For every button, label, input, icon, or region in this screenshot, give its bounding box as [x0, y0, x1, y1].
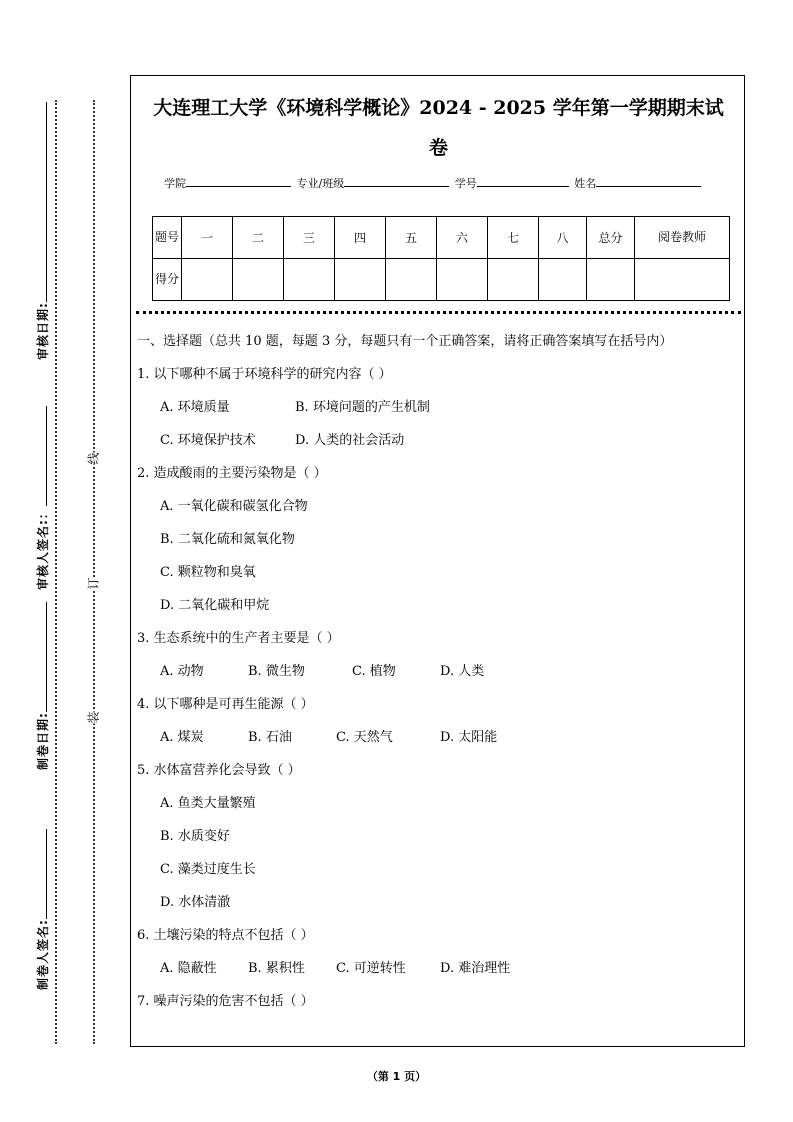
option: B. 二氧化硫和氮氧化物	[160, 532, 295, 547]
option-row	[137, 655, 737, 688]
binding-line-char: 线	[83, 452, 104, 464]
score-table-row-label: 得分	[153, 259, 182, 301]
option: B. 累积性	[248, 961, 305, 976]
name-label: 姓名	[574, 177, 597, 190]
major-label: 专业/班级	[296, 177, 345, 190]
student-info-row	[164, 174, 703, 191]
option: D. 二氧化碳和甲烷	[160, 598, 270, 613]
option: A. 煤炭	[160, 730, 204, 745]
question-stem: 3. 生态系统中的生产者主要是（ ）	[137, 631, 340, 646]
reviewer-sign-field: 审核人签名:：	[34, 406, 51, 590]
score-cell[interactable]	[539, 259, 587, 301]
dotted-divider	[136, 311, 741, 314]
option: C. 天然气	[336, 730, 393, 745]
option-row	[137, 952, 737, 985]
score-cell[interactable]	[488, 259, 539, 301]
score-col: 一	[182, 217, 233, 259]
student-id-label: 学号	[454, 177, 477, 190]
binding-bind-char: 订	[83, 577, 104, 589]
exam-paper-frame	[130, 75, 745, 1047]
score-col: 二	[233, 217, 284, 259]
major-input-line[interactable]	[344, 174, 449, 187]
score-cell[interactable]	[335, 259, 386, 301]
question-stem: 4. 以下哪种是可再生能源（ ）	[137, 697, 314, 712]
score-cell[interactable]	[182, 259, 233, 301]
option: D. 太阳能	[440, 730, 498, 745]
binding-dotted-line-outer	[55, 100, 57, 1044]
option: C. 环境保护技术	[160, 433, 256, 448]
reviewer-date-field: 审核日期:	[34, 102, 51, 360]
score-cell-total[interactable]	[587, 259, 635, 301]
option-row	[137, 391, 737, 424]
college-input-line[interactable]	[186, 174, 291, 187]
option: C. 可逆转性	[336, 961, 406, 976]
score-col-total: 总分	[587, 217, 635, 259]
option: B. 水质变好	[160, 829, 230, 844]
score-table-header-label: 题号	[153, 217, 182, 259]
option: C. 植物	[352, 664, 396, 679]
score-col: 七	[488, 217, 539, 259]
section-heading: 一、选择题（总共 10 题，每题 3 分，每题只有一个正确答案，请将正确答案填写在括号内）	[137, 334, 673, 349]
score-table	[152, 216, 730, 301]
name-input-line[interactable]	[596, 174, 701, 187]
score-cell-grader[interactable]	[635, 259, 730, 301]
binding-seal-char: 装	[83, 711, 104, 723]
student-id-input-line[interactable]	[477, 174, 569, 187]
option: B. 环境问题的产生机制	[295, 400, 430, 415]
option: C. 藻类过度生长	[160, 862, 256, 877]
score-cell[interactable]	[233, 259, 284, 301]
option: D. 人类	[440, 664, 485, 679]
question-stem: 2. 造成酸雨的主要污染物是（ ）	[137, 466, 327, 481]
option: A. 鱼类大量繁殖	[160, 796, 256, 811]
option: B. 微生物	[248, 664, 305, 679]
score-cell[interactable]	[386, 259, 437, 301]
question-stem: 1. 以下哪种不属于环境科学的研究内容（ ）	[137, 367, 392, 382]
score-col: 五	[386, 217, 437, 259]
exam-title: 大连理工大学《环境科学概论》2024 - 2025 学年第一学期期末试 卷	[153, 97, 724, 159]
option-row	[137, 424, 737, 457]
question-section	[137, 331, 737, 1018]
score-col: 四	[335, 217, 386, 259]
college-label: 学院	[164, 177, 186, 190]
option: D. 人类的社会活动	[295, 433, 405, 448]
score-col: 八	[539, 217, 587, 259]
option: A. 一氧化碳和碳氢化合物	[160, 499, 308, 514]
question-stem: 6. 土壤污染的特点不包括（ ）	[137, 928, 314, 943]
option: B. 石油	[248, 730, 292, 745]
option: A. 动物	[160, 664, 204, 679]
option: A. 隐蔽性	[160, 961, 217, 976]
option: D. 水体清澈	[160, 895, 231, 910]
question-stem: 5. 水体富营养化会导致（ ）	[137, 763, 301, 778]
score-col: 六	[437, 217, 488, 259]
page-number: （第 1 页）	[366, 1070, 427, 1083]
score-cell[interactable]	[284, 259, 335, 301]
option: D. 难治理性	[440, 961, 511, 976]
option: C. 颗粒物和臭氧	[160, 565, 256, 580]
score-col-grader: 阅卷教师	[635, 217, 730, 259]
maker-sign-field: 制卷人签名:	[34, 829, 51, 990]
question-stem: 7. 噪声污染的危害不包括（ ）	[137, 994, 314, 1009]
score-cell[interactable]	[437, 259, 488, 301]
score-col: 三	[284, 217, 335, 259]
binding-dotted-line-inner	[93, 100, 95, 1044]
option-row	[137, 721, 737, 754]
option: A. 环境质量	[160, 400, 230, 415]
maker-date-field: 制卷日期:	[34, 602, 51, 770]
